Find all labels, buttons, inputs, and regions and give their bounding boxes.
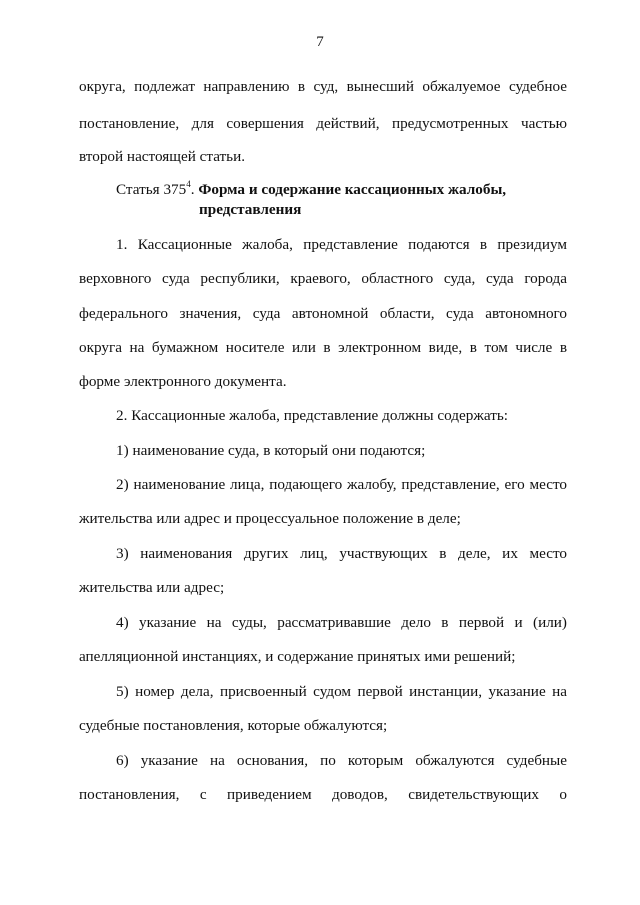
text-line: 2) наименование лица, подающего жалобу, представление, его место [116, 476, 567, 493]
text-line: постановления, с приведением доводов, свидетельствующих о [79, 786, 567, 803]
text-line: округа, подлежат направлению в суд, вынесший обжалуемое судебное [79, 78, 567, 95]
text-line: 5) номер дела, присвоенный судом первой инстанции, указание на [116, 683, 567, 700]
article-title-cont: представления [199, 201, 302, 218]
list-item: 1) наименование суда, в который они подаются; [116, 442, 426, 459]
text-line: 4) указание на суды, рассматривавшие дело в первой и (или) [116, 614, 567, 631]
text-line: верховного суда республики, краевого, областного суда, суда города [79, 270, 567, 287]
text-line: форме электронного документа. [79, 373, 287, 390]
text-line: федерального значения, суда автономной области, суда автономного [79, 305, 567, 322]
text-line: жительства или адрес и процессуальное положение в деле; [79, 510, 461, 527]
text-line: судебные постановления, которые обжалуются; [79, 717, 388, 734]
article-title: Форма и содержание кассационных жалобы, [198, 181, 507, 198]
text-line: округа на бумажном носителе или в электронном виде, в том числе в [79, 339, 567, 356]
text-line: 3) наименования других лиц, участвующих в деле, их место [116, 545, 567, 562]
page-number: 7 [316, 34, 324, 50]
text-line: постановление, для совершения действий, предусмотренных частью [79, 115, 567, 132]
text-line: жительства или адрес; [79, 579, 225, 596]
text-line: 6) указание на основания, по которым обжалуются судебные [116, 752, 567, 769]
text-line: апелляционной инстанциях, и содержание принятых ими решений; [79, 648, 516, 665]
text-line: 1. Кассационные жалоба, представление подаются в президиум [116, 236, 567, 253]
article-dot: . [190, 181, 195, 198]
article-number: Статья 375 [116, 181, 187, 198]
text-line: второй настоящей статьи. [79, 148, 246, 165]
article-superscript: 4 [186, 179, 191, 189]
paragraph-2: 2. Кассационные жалоба, представление должны содержать: [116, 407, 508, 424]
